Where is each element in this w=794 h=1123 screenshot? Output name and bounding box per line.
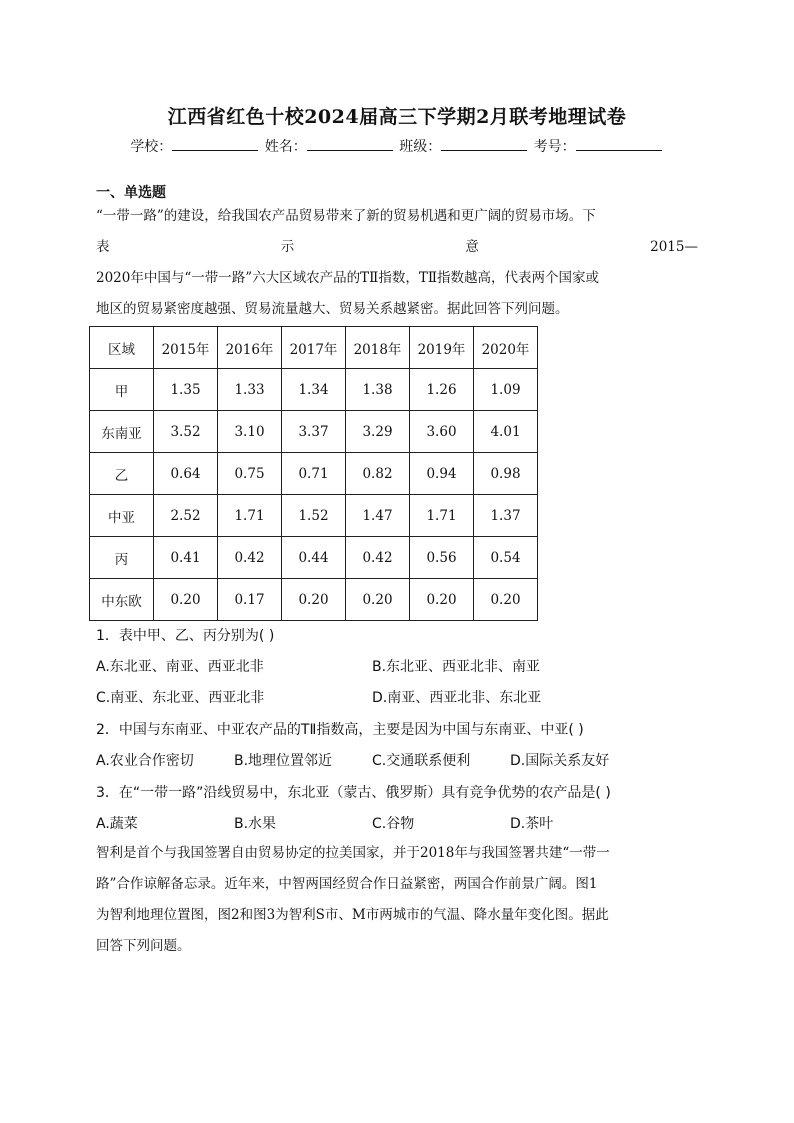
page-title: 江西省红色十校2024届高三下学期2月联考地理试卷 [167,106,627,128]
school-label: 学校： [130,139,173,155]
table-cell: 中东欧 [90,579,154,621]
table-cell: 3.29 [346,411,410,453]
table-cell: 甲 [90,369,154,411]
table-cell: 乙 [90,453,154,495]
table-cell: 3.60 [410,411,474,453]
table-row [90,579,538,621]
name-label: 姓名： [264,139,307,155]
class-blank[interactable] [441,136,527,151]
table-cell: 1.26 [410,369,474,411]
passage-1-line: 地区的贸易紧密度越强、贸易流量越大、贸易关系越紧密。据此回答下列问题。 [96,301,569,317]
passage-1-line: “一带一路”的建设，给我国农产品贸易带来了新的贸易机遇和更广阔的贸易市场。下 [96,208,596,224]
question-1-stem: 1．表中甲、乙、丙分别为( ) [96,628,275,644]
table-cell: 0.56 [410,537,474,579]
table-cell: 0.20 [154,579,218,621]
table-cell: 1.71 [410,495,474,537]
exam-number-label: 考号： [533,139,576,155]
section-heading: 一、单选题 [96,185,166,201]
question-2-option-b[interactable]: B.地理位置邻近 [234,753,333,769]
header-cell: 2015年 [154,327,218,369]
passage-1-word: 意 [465,239,479,255]
table-cell: 1.52 [282,495,346,537]
passage-1-word: 示 [280,239,295,255]
table-cell: 3.37 [282,411,346,453]
table-cell: 0.42 [346,537,410,579]
name-blank[interactable] [307,136,393,151]
table-cell: 0.54 [474,537,538,579]
table-cell: 3.10 [218,411,282,453]
student-info-line [0,136,794,156]
table-cell: 0.41 [154,537,218,579]
question-2-option-c[interactable]: C.交通联系便利 [372,753,471,769]
header-cell: 2018年 [346,327,410,369]
question-1-option-c[interactable]: C.南亚、东北亚、西亚北非 [96,690,265,706]
question-3-option-d[interactable]: D.茶叶 [510,816,554,832]
table-cell: 0.17 [218,579,282,621]
passage-2-line: 为智利地理位置图，图2和图3为智利S市、M市两城市的气温、降水量年变化图。据此 [96,907,609,923]
passage-1-line: 2020年中国与“一带一路”六大区域农产品的TⅡ指数，TⅡ指数越高，代表两个国家或 [96,270,600,286]
question-3-option-b[interactable]: B.水果 [234,816,277,832]
table-cell: 0.20 [282,579,346,621]
header-cell: 2016年 [218,327,282,369]
table-cell: 0.20 [410,579,474,621]
table-cell: 0.71 [282,453,346,495]
table-cell: 1.33 [218,369,282,411]
class-label: 班级： [399,139,442,155]
question-2-option-a[interactable]: A.农业合作密切 [96,753,194,769]
table-cell: 0.82 [346,453,410,495]
table-cell: 1.71 [218,495,282,537]
table-cell: 中亚 [90,495,154,537]
passage-2 [96,838,698,962]
table-cell: 1.37 [474,495,538,537]
table-cell: 1.47 [346,495,410,537]
table-cell: 东南亚 [90,411,154,453]
table-cell: 1.34 [282,369,346,411]
question-1-option-b[interactable]: B.东北亚、西亚北非、南亚 [372,659,541,675]
table-cell: 0.42 [218,537,282,579]
question-2-stem: 2．中国与东南亚、中亚农产品的TⅡ指数高，主要是因为中国与东南亚、中亚( ) [96,722,584,738]
table-cell: 0.64 [154,453,218,495]
passage-1-spread-line [96,232,698,263]
question-1-option-d[interactable]: D.南亚、西亚北非、东北亚 [372,690,542,706]
table-cell: 丙 [90,537,154,579]
passage-2-line: 路”合作谅解备忘录。近年来，中智两国经贸合作日益紧密，两国合作前景广阔。图1 [96,876,598,892]
table-row [90,369,538,411]
school-blank[interactable] [172,136,258,151]
header-cell: 区域 [90,327,154,369]
tii-index-table [89,326,538,621]
table-cell: 0.75 [218,453,282,495]
table-cell: 0.98 [474,453,538,495]
header-cell: 2017年 [282,327,346,369]
question-3-option-a[interactable]: A.蔬菜 [96,816,138,832]
table-cell: 0.20 [474,579,538,621]
passage-2-line: 回答下列问题。 [96,938,191,954]
table-cell: 1.35 [154,369,218,411]
header-cell: 2019年 [410,327,474,369]
table-row [90,411,538,453]
table-header-row [90,327,538,369]
table-row [90,453,538,495]
question-2-option-d[interactable]: D.国际关系友好 [510,753,610,769]
table-cell: 0.44 [282,537,346,579]
header-cell: 2020年 [474,327,538,369]
question-3-option-c[interactable]: C.谷物 [372,816,415,832]
question-1-option-a[interactable]: A.东北亚、南亚、西亚北非 [96,659,264,675]
question-3-stem: 3．在“一带一路”沿线贸易中，东北亚（蒙古、俄罗斯）具有竞争优势的农产品是( ) [96,785,611,801]
passage-1-word: 2015— [650,239,698,255]
table-cell: 1.09 [474,369,538,411]
table-row [90,495,538,537]
table-cell: 0.20 [346,579,410,621]
table-cell: 2.52 [154,495,218,537]
passage-1-word: 表 [96,239,110,255]
passage-2-line: 智利是首个与我国签署自由贸易协定的拉美国家，并于2018年与我国签署共建“一带一 [96,845,610,861]
exam-number-blank[interactable] [576,136,662,151]
table-cell: 0.94 [410,453,474,495]
passage-1 [96,201,698,325]
table-cell: 3.52 [154,411,218,453]
table-cell: 4.01 [474,411,538,453]
table-cell: 1.38 [346,369,410,411]
table-row [90,537,538,579]
